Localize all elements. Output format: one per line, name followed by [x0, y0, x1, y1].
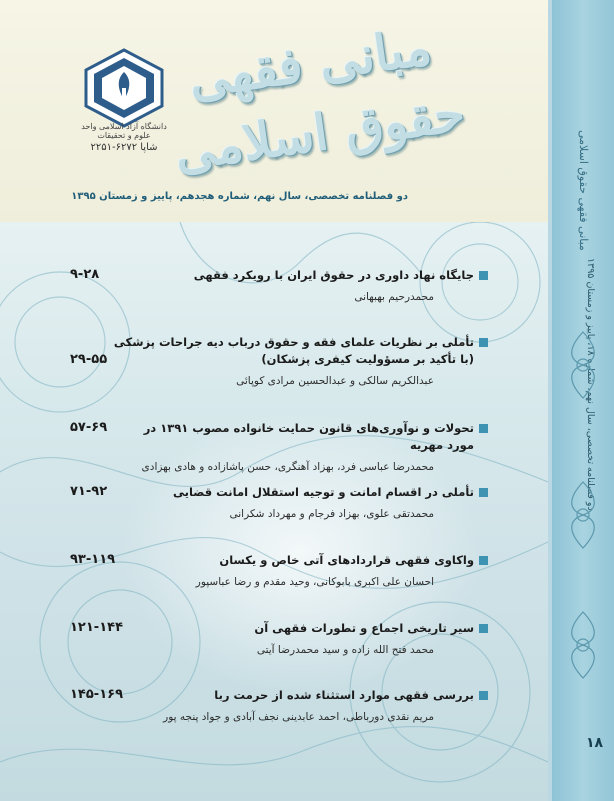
journal-title: مبانی فقهی حقوق اسلامی [170, 16, 469, 182]
issn-number: شاپا ۶۲۷۲-۲۲۵۱ [90, 142, 158, 153]
ornament-icon [558, 330, 608, 400]
toc-entry-3[interactable] [70, 420, 488, 475]
bullet-icon [479, 488, 488, 497]
bullet-icon [479, 556, 488, 565]
article-pages: ۷۱-۹۲ [70, 484, 108, 499]
article-authors: مریم نقدی دورباطی، احمد عابدینی نجف آبادی و جواد پنجه پور [163, 711, 434, 723]
bullet-icon [479, 691, 488, 700]
page-number: ۱۸ [586, 735, 604, 751]
ornament-icon [558, 610, 608, 680]
cover-header [0, 0, 548, 222]
bullet-icon [479, 424, 488, 433]
article-title: واکاوی فقهی قراردادهای آتی خاص و یکسان [219, 553, 474, 567]
spine-title [576, 130, 590, 251]
article-pages: ۹-۲۸ [70, 267, 100, 282]
toc-entry-5[interactable] [70, 552, 488, 590]
university-name: دانشگاه آزاد اسلامی واحد علوم و تحقیقات [81, 122, 167, 140]
article-authors: احسان علی اکبری بابوکانی، وحید مقدم و رضا عباسپور [195, 576, 434, 588]
article-authors: محمدتقی علوی، بهزاد فرجام و مهرداد شکرانی [229, 508, 434, 520]
toc-entry-4[interactable] [70, 484, 488, 522]
bullet-icon [479, 338, 488, 347]
ornament-icon [558, 480, 608, 550]
article-authors: محمد فتح الله زاده و سید محمدرضا آیتی [256, 644, 434, 656]
toc-entry-1[interactable] [70, 267, 488, 305]
article-title: تأملی در اقسام امانت و توجیه استقلال امانت قضایی [173, 485, 474, 499]
bullet-icon [479, 271, 488, 280]
article-title: سیر تاریخی اجماع و تطورات فقهی آن [254, 621, 474, 635]
table-of-contents-area [0, 222, 548, 801]
spine [552, 0, 614, 801]
article-authors: عبدالکریم سالکی و عبدالحسین مرادی کوپائی [236, 375, 434, 387]
issue-line: دو فصلنامه تخصصی، سال نهم، شماره هجدهم، پاییز و زمستان ۱۳۹۵ [71, 191, 408, 202]
article-pages: ۹۳-۱۱۹ [70, 552, 116, 567]
article-title: جایگاه نهاد داوری در حقوق ایران با رویکرد فقهی [193, 268, 474, 282]
article-pages: ۲۹-۵۵ [70, 352, 108, 367]
bullet-icon [479, 624, 488, 633]
article-pages: ۵۷-۶۹ [70, 420, 108, 435]
article-title: تأملی بر نظریات علمای فقه و حقوق درباب دیه جراحات پزشکی (با تأکید بر مسؤولیت کیفری پزشکان) [113, 335, 474, 366]
article-authors: محمدرحیم بهبهانی [354, 291, 434, 303]
spine-issue-text: دو فصلنامه تخصصی، سال نهم، شماره ۱۸، پاییز و زمستان ۱۳۹۵ [585, 258, 596, 511]
article-pages: ۱۴۵-۱۶۹ [70, 687, 124, 702]
article-authors: محمدرضا عباسی فرد، بهزاد آهنگری، حسن پاشازاده و هادی بهزادی [141, 461, 434, 473]
toc-entry-7[interactable] [70, 687, 488, 725]
article-title: تحولات و نوآوری‌های قانون حمایت خانواده مصوب ۱۳۹۱ در مورد مهریه [143, 421, 474, 452]
article-pages: ۱۲۱-۱۴۴ [70, 620, 124, 635]
spine-title-text: مبانی فقهی حقوق اسلامی [577, 130, 590, 251]
toc-list [70, 222, 488, 801]
toc-entry-6[interactable] [70, 620, 488, 658]
spine-issue [584, 258, 596, 511]
toc-entry-2[interactable] [70, 334, 488, 389]
article-title: بررسی فقهی موارد استثناء شده از حرمت ربا [214, 688, 474, 702]
